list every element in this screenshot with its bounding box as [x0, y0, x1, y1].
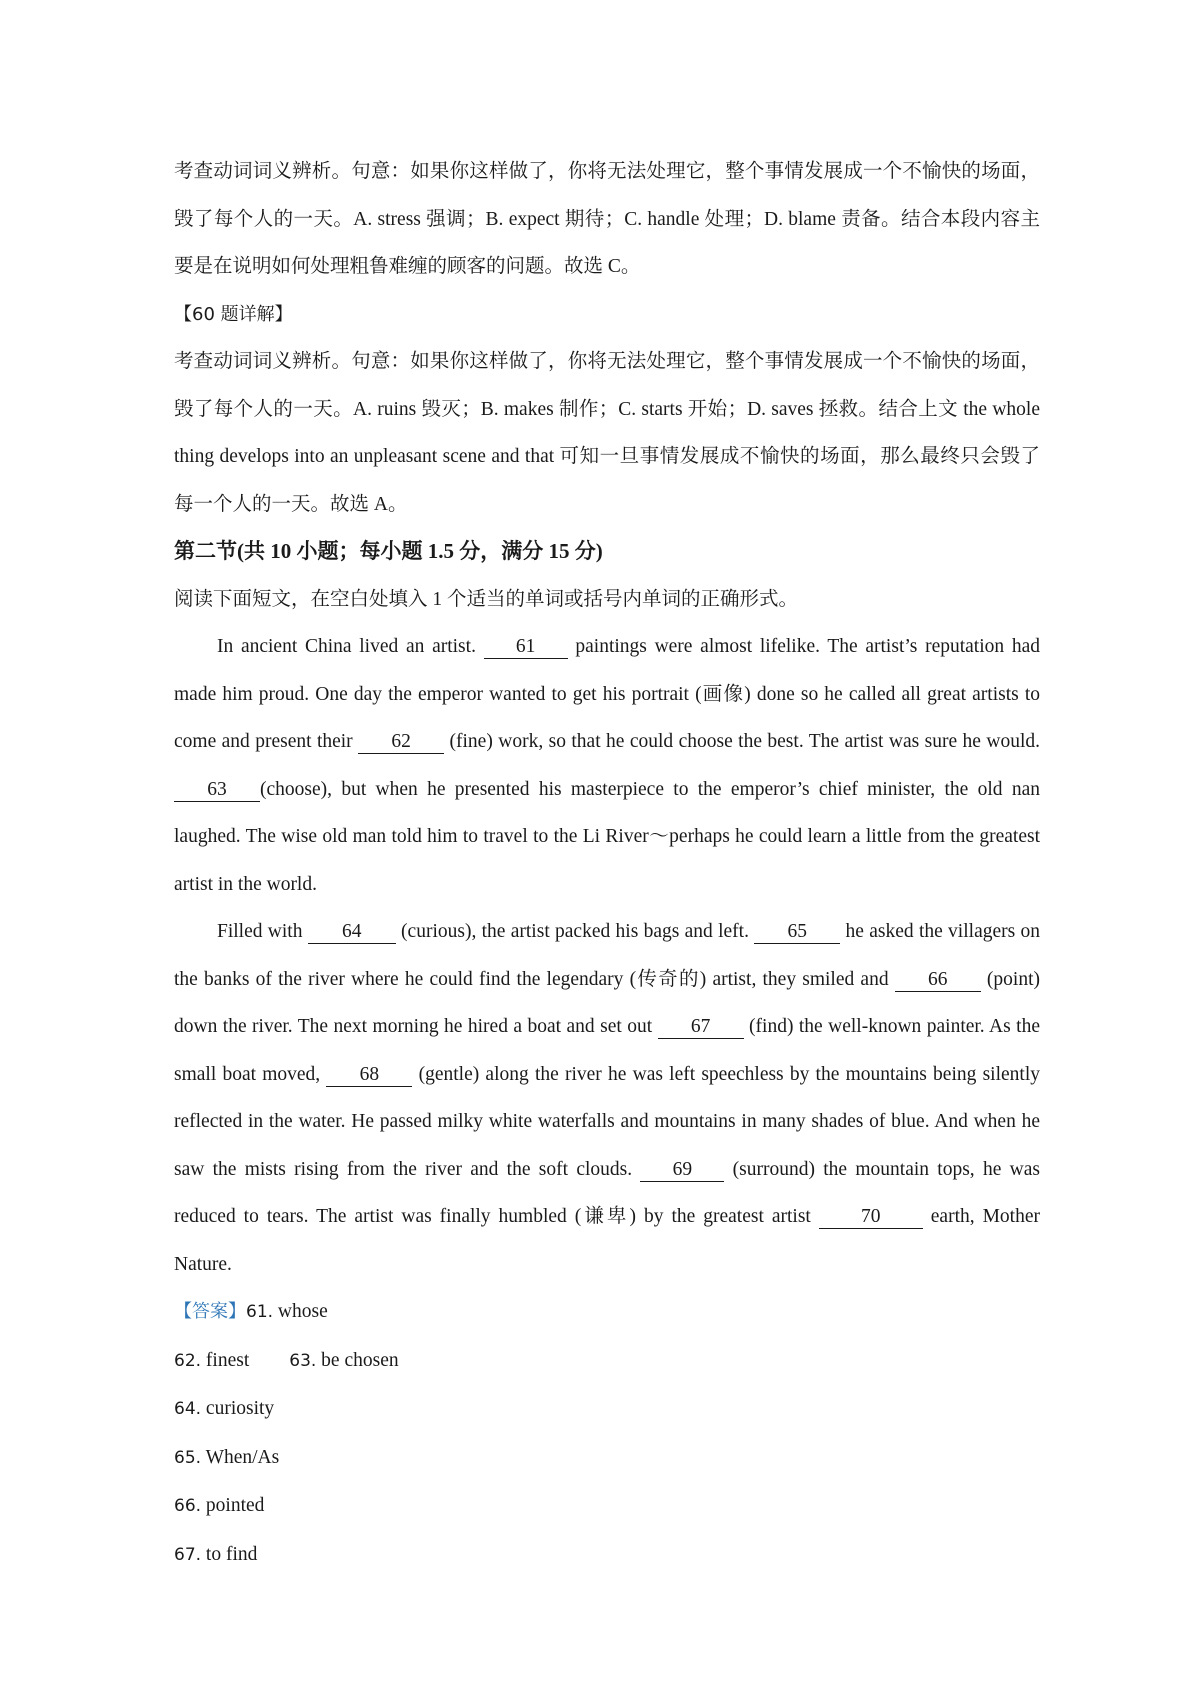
- passage-text: (gentle) along the river he was left speechless by the mountains being silently reflected in the water. He passed milky white waterfalls and mountains in many shades of blue. And when he saw the mists rising from the river and the soft clouds.: [174, 1063, 1040, 1180]
- passage-text: paintings were almost lifelike. The artist’s reputation had made him proud. One day the emperor wanted to get his portrait (画像) done so he called all great artists to come and present their: [174, 636, 1040, 752]
- blank-70: 70: [819, 1206, 923, 1229]
- blank-67: 67: [658, 1016, 744, 1039]
- answer-row-66: [174, 1482, 1040, 1531]
- explanation-59-text: 考查动词词义辨析。句意：如果你这样做了，你将无法处理它，整个事情发展成一个不愉快的场面，毁了每个人的一天。A. stress 强调；B. expect 期待；C. handle 处理；D. blame 责备。结合本段内容主要是在说明如何处理粗鲁难缠的顾客的问题。故选 C。: [174, 161, 1040, 277]
- section-instruction: 阅读下面短文，在空白处填入 1 个适当的单词或括号内单词的正确形式。: [174, 588, 799, 610]
- passage-text: he asked the villagers on the banks of the river where he could find the legendary (传奇的) artist, they smiled and: [174, 921, 1041, 990]
- answer-text: finest: [201, 1349, 250, 1371]
- answer-text: whose: [273, 1301, 328, 1322]
- blank-68: 68: [326, 1064, 412, 1087]
- answer-number: 66.: [174, 1496, 202, 1516]
- passage-text: earth, Mother Nature.: [174, 1206, 1040, 1275]
- answer-text: pointed: [201, 1495, 265, 1516]
- blank-61: 61: [484, 636, 568, 659]
- passage-text: (point) down the river. The next morning he hired a boat and set out: [174, 968, 1040, 1037]
- answer-row-65: [174, 1434, 1040, 1483]
- answer-number: 67.: [174, 1544, 202, 1565]
- answer-row-64: [174, 1385, 1040, 1434]
- answer-row-61: [174, 1288, 1040, 1337]
- explanation-60-heading: 【60 题详解】: [174, 303, 293, 325]
- answer-number: 64.: [174, 1399, 202, 1419]
- passage-text: In ancient China lived an artist.: [217, 636, 484, 657]
- blank-62: 62: [358, 731, 444, 754]
- answer-number: 63.: [289, 1350, 317, 1371]
- answer-number: 65.: [174, 1447, 202, 1468]
- answer-row-62-63: [174, 1337, 1040, 1386]
- passage-text: (choose), but when he presented his masterpiece to the emperor’s chief minister, the old nan laughed. The wise old man told him to travel to the Li River～perhaps he could learn a little from the greatest artist in the world.: [174, 778, 1040, 895]
- passage-paragraph-1: [174, 623, 1040, 908]
- explanation-60-text: 考查动词词义辨析。句意：如果你这样做了，你将无法处理它，整个事情发展成一个不愉快的场面，毁了每个人的一天。A. ruins 毁灭；B. makes 制作；C. starts 开始；D. saves 拯救。结合上文 the whole thing develops into an unpleasant scene and that 可知一旦事情发展成不愉快的场面，那么最终只会毁了每一个人的一天。故选 A。: [174, 351, 1040, 515]
- passage-text: Filled with: [217, 921, 308, 942]
- blank-63: 63: [174, 779, 260, 802]
- answer-text: to find: [201, 1543, 258, 1565]
- answer-number: 62.: [174, 1350, 202, 1371]
- blank-64: 64: [308, 921, 396, 944]
- document-content: [174, 148, 1040, 1579]
- answer-text: When/As: [201, 1446, 280, 1468]
- answer-label: 【答案】: [174, 1301, 246, 1322]
- passage-text: (fine) work, so that he could choose the best. The artist was sure he would.: [444, 731, 1040, 752]
- passage-text: (surround) the mountain tops, he was reduced to tears. The artist was finally humbled (谦卑) by the greatest artist: [174, 1158, 1040, 1227]
- answer-text: be chosen: [316, 1349, 399, 1371]
- answer-number: 61.: [246, 1302, 274, 1322]
- blank-69: 69: [640, 1159, 724, 1182]
- answer-row-67: [174, 1531, 1040, 1580]
- passage-paragraph-2: [174, 908, 1040, 1288]
- blank-66: 66: [895, 969, 981, 992]
- passage-text: (curious), the artist packed his bags and left.: [395, 921, 755, 942]
- section-title: 第二节(共 10 小题；每小题 1.5 分，满分 15 分): [174, 539, 603, 563]
- passage-text: (find) the well-known painter. As the small boat moved,: [174, 1016, 1040, 1085]
- answer-text: curiosity: [201, 1398, 275, 1419]
- blank-65: 65: [754, 921, 840, 944]
